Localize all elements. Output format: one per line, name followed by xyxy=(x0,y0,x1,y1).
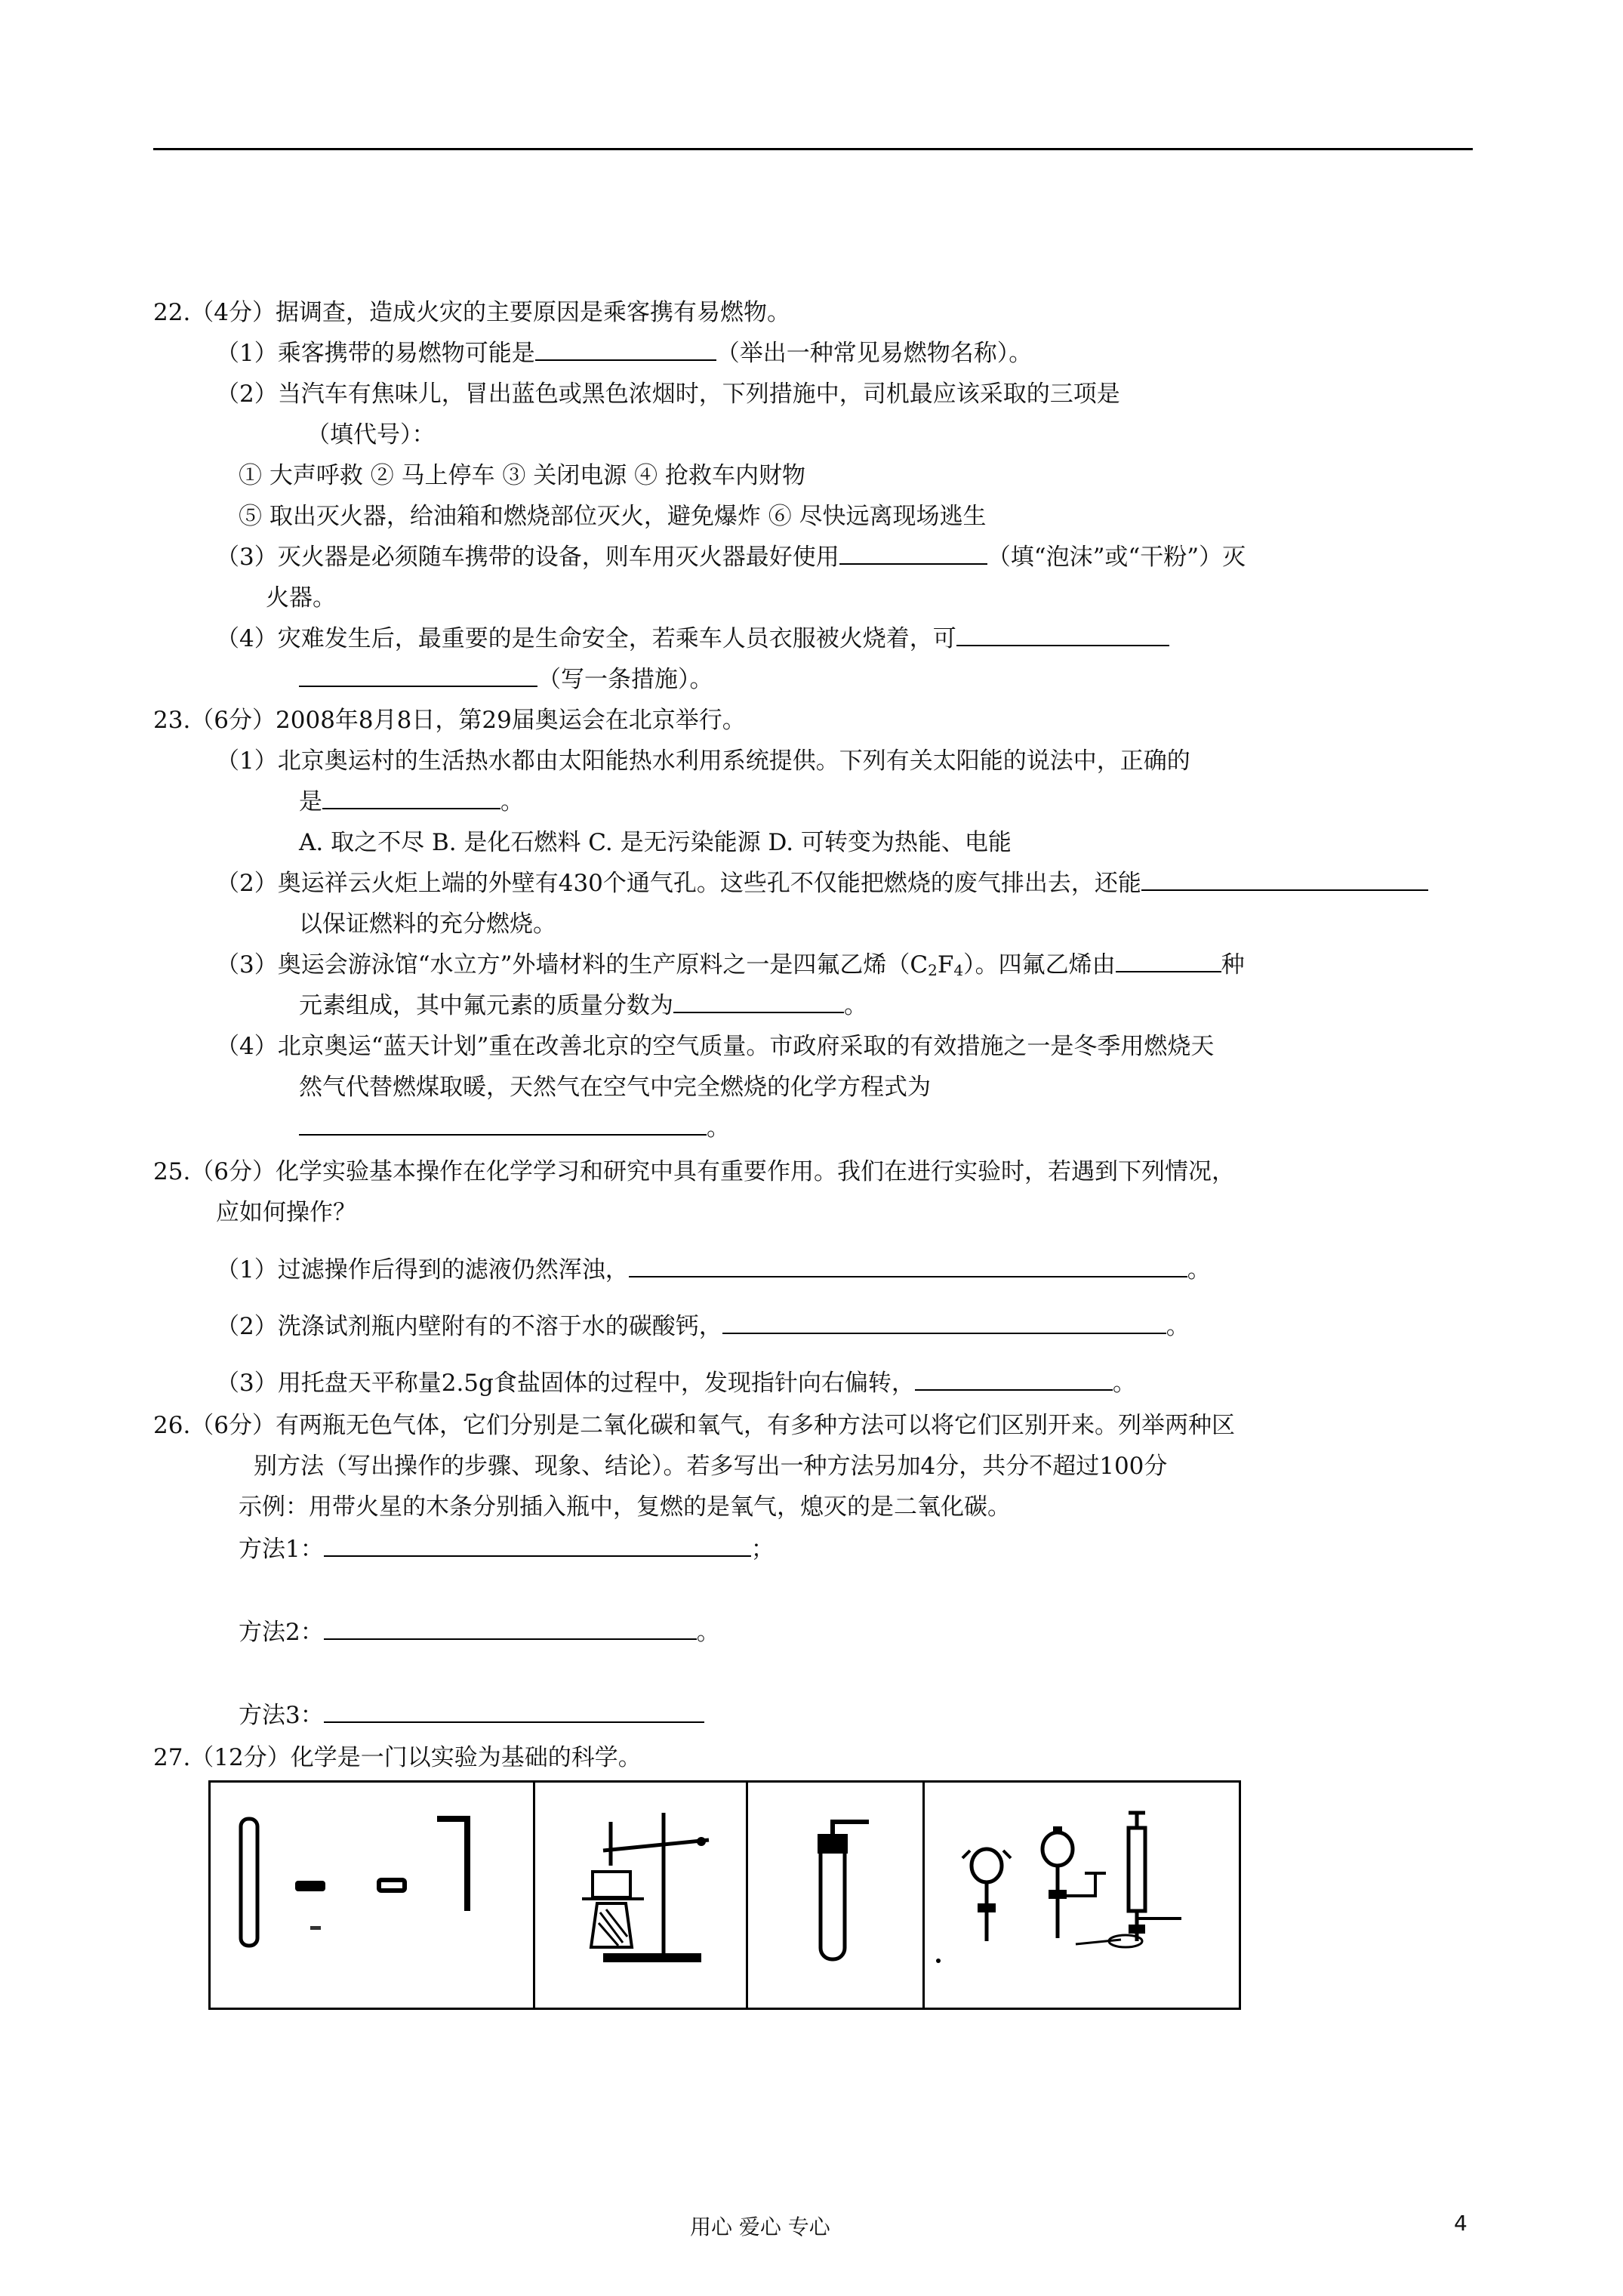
q23-part4: （4）北京奥运“蓝天计划”重在改善北京的空气质量。市政府采取的有效措施之一是冬季用燃烧天 xyxy=(216,1033,1215,1060)
method1-end: ； xyxy=(750,1536,775,1563)
q25-stem: 25.（6分）化学实验基本操作在化学学习和研究中具有重要作用。我们在进行实验时，若遇到下列情况， xyxy=(153,1158,1236,1185)
formula-letter: F xyxy=(937,951,954,978)
answer-blank[interactable] xyxy=(839,541,987,565)
q22-p3-hint: （填“泡沫”或“干粉”）灭 xyxy=(987,544,1246,571)
method2-label: 方法2： xyxy=(239,1619,324,1646)
q22-options-row1: ① 大声呼救 ② 马上停车 ③ 关闭电源 ④ 抢救车内财物 xyxy=(239,462,805,489)
q22-part1 xyxy=(216,337,1032,370)
q23-p3-text2: ）。四氟乙烯由 xyxy=(963,951,1116,978)
q22-part2: （2）当汽车有焦味儿，冒出蓝色或黑色浓烟时，下列措施中，司机最应该采取的三项是 xyxy=(216,381,1120,408)
q22-p1-text: （1）乘客携带的易燃物可能是 xyxy=(216,340,535,367)
q23-part3-cont xyxy=(299,989,867,1022)
q22-part2-hint: （填代号）： xyxy=(306,421,436,448)
q23-p3-unit: 种 xyxy=(1221,951,1245,978)
q23-p1-end: 。 xyxy=(500,788,524,815)
q26-stem: 26.（6分）有两瓶无色气体，它们分别是二氧化碳和氧气，有多种方法可以将它们区别开来。列举两种区 xyxy=(153,1412,1236,1439)
method2-end: 。 xyxy=(696,1619,720,1646)
answer-blank[interactable] xyxy=(299,663,537,687)
q22-p4-text: （4）灾难发生后，最重要的是生命安全，若乘车人员衣服被火烧着，可 xyxy=(216,625,956,652)
q23-part1-options: A. 取之不尽 B. 是化石燃料 C. 是无污染能源 D. 可转变为热能、电能 xyxy=(299,829,1012,856)
answer-blank[interactable] xyxy=(956,622,1169,646)
answer-blank[interactable] xyxy=(324,1699,704,1723)
q23-part1-cont xyxy=(299,785,524,818)
q23-part1: （1）北京奥运村的生活热水都由太阳能热水利用系统提供。下列有关太阳能的说法中，正确的 xyxy=(216,747,1190,775)
answer-blank[interactable] xyxy=(322,785,500,809)
q23-p2-text: （2）奥运祥云火炬上端的外壁有430个通气孔。这些孔不仅能把燃烧的废气排出去，还能 xyxy=(216,870,1141,897)
apparatus-cell-2 xyxy=(535,1783,748,2008)
q25-p2-text: （2）洗涤试剂瓶内壁附有的不溶于水的碳酸钙， xyxy=(216,1313,722,1340)
q23-p3-text3: 元素组成，其中氟元素的质量分数为 xyxy=(299,992,673,1019)
answer-blank[interactable] xyxy=(324,1616,697,1640)
q25-p1-end: 。 xyxy=(1187,1256,1211,1284)
q25-part3 xyxy=(216,1367,1136,1400)
apparatus-cell-1 xyxy=(211,1783,535,2008)
q22-p3-text: （3）灭火器是必须随车携带的设备，则车用灭火器最好使用 xyxy=(216,544,839,571)
apparatus-figure-table xyxy=(208,1780,1241,2010)
answer-blank[interactable] xyxy=(299,1111,707,1136)
q23-part2-cont: 以保证燃料的充分燃烧。 xyxy=(299,911,556,938)
q25-stem-cont: 应如何操作？ xyxy=(216,1199,356,1226)
q27-stem: 27.（12分）化学是一门以实验为基础的科学。 xyxy=(153,1744,642,1771)
q23-p1-prefix: 是 xyxy=(299,788,322,815)
q26-method3 xyxy=(239,1699,704,1732)
q22-part4 xyxy=(216,622,1169,655)
apparatus-cell-4 xyxy=(925,1783,1239,2008)
answer-blank[interactable] xyxy=(722,1310,1166,1334)
method1-label: 方法1： xyxy=(239,1536,324,1563)
q26-stem-cont: 别方法（写出操作的步骤、现象、结论）。若多写出一种方法另加4分，共分不超过100分 xyxy=(254,1453,1168,1480)
q25-p3-end: 。 xyxy=(1112,1370,1136,1397)
q22-p1-hint: （举出一种常见易燃物名称）。 xyxy=(716,340,1033,367)
q23-part4-answer xyxy=(299,1111,730,1145)
header-rule xyxy=(153,148,1473,150)
answer-blank[interactable] xyxy=(915,1367,1113,1391)
q23-stem: 23.（6分）2008年8月8日，第29届奥运会在北京举行。 xyxy=(153,707,746,734)
q25-p1-text: （1）过滤操作后得到的滤液仍然浑浊， xyxy=(216,1256,629,1284)
funnels-syringe-drawing xyxy=(925,1783,1239,2008)
subscript: 2 xyxy=(928,961,938,979)
q23-part3 xyxy=(216,948,1245,987)
answer-blank[interactable] xyxy=(629,1253,1187,1277)
q26-method2 xyxy=(239,1616,720,1649)
q22-p4-hint: （写一条措施）。 xyxy=(537,666,713,693)
q25-part1 xyxy=(216,1253,1211,1287)
q26-example: 示例：用带火星的木条分别插入瓶中，复燃的是氧气，熄灭的是二氧化碳。 xyxy=(239,1493,1011,1521)
q23-p3-text: （3）奥运会游泳馆“水立方”外墙材料的生产原料之一是四氟乙烯（C xyxy=(216,951,929,978)
answer-blank[interactable] xyxy=(535,337,716,361)
q23-p3-end: 。 xyxy=(844,992,867,1019)
method3-label: 方法3： xyxy=(239,1702,324,1729)
q23-p4-end: 。 xyxy=(707,1114,730,1142)
q23-part4-cont: 然气代替燃煤取暖，天然气在空气中完全燃烧的化学方程式为 xyxy=(299,1074,931,1101)
q22-part4-cont xyxy=(299,663,713,696)
q23-part2 xyxy=(216,867,1428,900)
q25-p3-text: （3）用托盘天平称量2.5g食盐固体的过程中，发现指针向右偏转， xyxy=(216,1370,915,1397)
ring-stand-lamp-drawing xyxy=(535,1783,748,2008)
answer-blank[interactable] xyxy=(1141,867,1428,891)
subscript: 4 xyxy=(953,961,964,979)
q22-stem: 22.（4分）据调查，造成火灾的主要原因是乘客携有易燃物。 xyxy=(153,299,791,326)
stoppered-tube-drawing xyxy=(748,1783,925,2008)
apparatus-cell-3 xyxy=(748,1783,925,2008)
q22-options-row2: ⑤ 取出灭火器，给油箱和燃烧部位灭火，避免爆炸 ⑥ 尽快远离现场逃生 xyxy=(239,503,987,530)
answer-blank[interactable] xyxy=(673,989,844,1013)
page-number: 4 xyxy=(1454,2211,1467,2236)
q25-p2-end: 。 xyxy=(1166,1313,1190,1340)
q25-part2 xyxy=(216,1310,1190,1343)
test-tube-parts-drawing xyxy=(211,1783,535,2008)
answer-blank[interactable] xyxy=(324,1533,751,1557)
q26-method1 xyxy=(239,1533,775,1566)
q22-part3-cont: 火器。 xyxy=(266,584,336,612)
q22-part3 xyxy=(216,541,1246,574)
answer-blank[interactable] xyxy=(1116,948,1221,972)
footer-motto: 用心 爱心 专心 xyxy=(690,2214,830,2239)
